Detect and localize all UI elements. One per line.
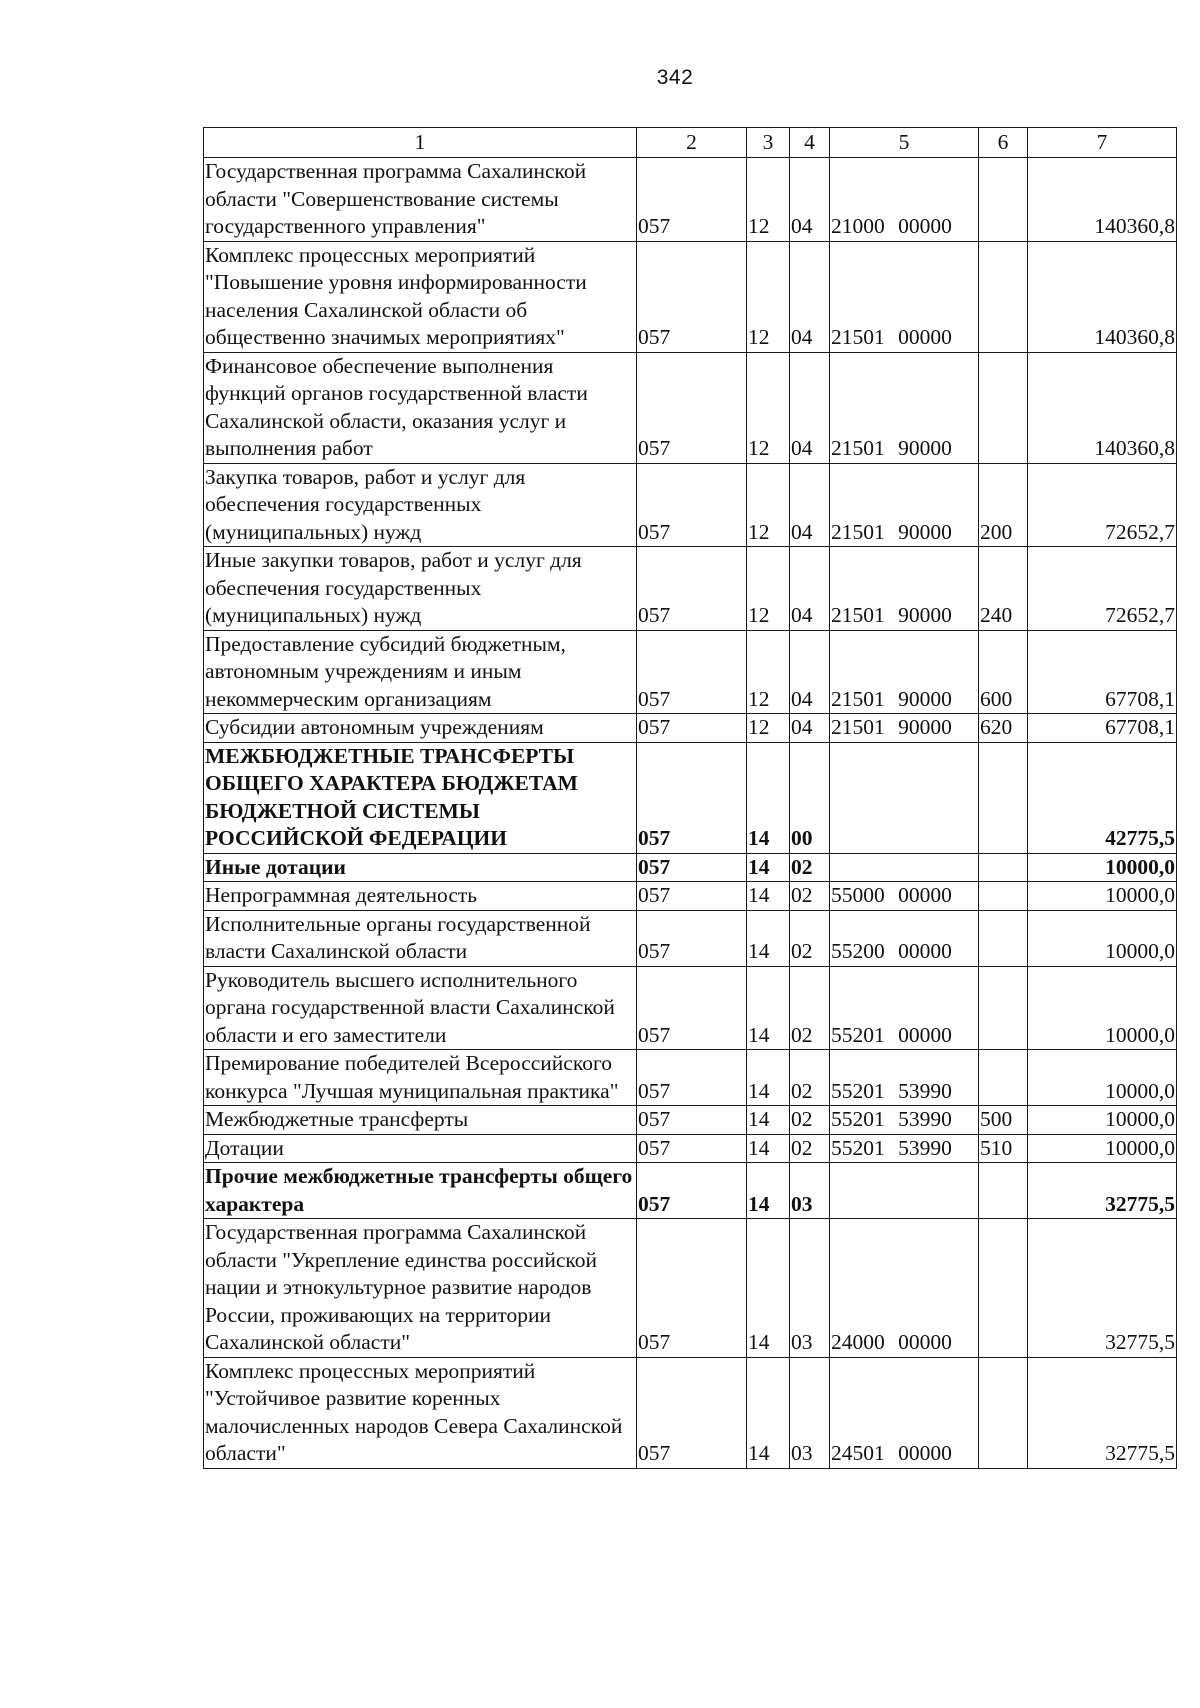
row-subsection-code: 02 [790, 1106, 830, 1135]
row-target-article: 55201 53990 [830, 1106, 979, 1135]
table-header [204, 128, 1177, 158]
row-target-article: 24000 00000 [830, 1219, 979, 1358]
row-section-code: 14 [747, 742, 790, 853]
row-section-code: 12 [747, 714, 790, 743]
row-amount: 10000,0 [1028, 910, 1177, 966]
row-amount: 10000,0 [1028, 853, 1177, 882]
row-ministry-code: 057 [637, 158, 747, 242]
row-section-code: 14 [747, 910, 790, 966]
header-col-6: 6 [979, 128, 1028, 158]
row-name: Комплекс процессных мероприятий "Устойчивое развитие коренных малочисленных народов Севера Сахалинской области" [204, 1357, 637, 1468]
row-ministry-code: 057 [637, 966, 747, 1050]
budget-table [203, 127, 1177, 1469]
table-body [204, 158, 1177, 1469]
header-col-1: 1 [204, 128, 637, 158]
row-subsection-code: 02 [790, 882, 830, 911]
row-target-article [830, 1163, 979, 1219]
row-subsection-code: 03 [790, 1219, 830, 1358]
row-expense-type: 200 [979, 463, 1028, 547]
row-expense-type [979, 158, 1028, 242]
row-ministry-code: 057 [637, 352, 747, 463]
table-row [204, 158, 1177, 242]
table-row [204, 1219, 1177, 1358]
row-amount: 140360,8 [1028, 158, 1177, 242]
row-ministry-code: 057 [637, 1163, 747, 1219]
row-subsection-code: 04 [790, 241, 830, 352]
row-section-code: 14 [747, 1357, 790, 1468]
row-ministry-code: 057 [637, 1106, 747, 1135]
row-subsection-code: 02 [790, 966, 830, 1050]
row-amount: 72652,7 [1028, 547, 1177, 631]
row-target-article: 55201 00000 [830, 966, 979, 1050]
row-section-code: 12 [747, 352, 790, 463]
table-row [204, 463, 1177, 547]
header-row [204, 128, 1177, 158]
header-col-4: 4 [790, 128, 830, 158]
row-subsection-code: 02 [790, 853, 830, 882]
row-amount: 67708,1 [1028, 630, 1177, 714]
row-target-article: 21501 90000 [830, 714, 979, 743]
row-amount: 32775,5 [1028, 1163, 1177, 1219]
row-target-article: 55200 00000 [830, 910, 979, 966]
row-expense-type [979, 1050, 1028, 1106]
table-row [204, 714, 1177, 743]
row-section-code: 14 [747, 1106, 790, 1135]
row-amount: 67708,1 [1028, 714, 1177, 743]
row-target-article: 24501 00000 [830, 1357, 979, 1468]
table-row [204, 352, 1177, 463]
row-subsection-code: 02 [790, 1134, 830, 1163]
row-amount: 10000,0 [1028, 882, 1177, 911]
header-col-7: 7 [1028, 128, 1177, 158]
row-subsection-code: 04 [790, 714, 830, 743]
row-target-article [830, 853, 979, 882]
header-col-2: 2 [637, 128, 747, 158]
row-section-code: 12 [747, 241, 790, 352]
table-row [204, 882, 1177, 911]
row-name: Иные закупки товаров, работ и услуг для обеспечения государственных (муниципальных) нужд [204, 547, 637, 631]
row-target-article [830, 742, 979, 853]
row-expense-type: 500 [979, 1106, 1028, 1135]
row-expense-type [979, 241, 1028, 352]
row-name: Закупка товаров, работ и услуг для обеспечения государственных (муниципальных) нужд [204, 463, 637, 547]
row-target-article: 55201 53990 [830, 1134, 979, 1163]
row-section-code: 14 [747, 1219, 790, 1358]
row-target-article: 55201 53990 [830, 1050, 979, 1106]
row-amount: 72652,7 [1028, 463, 1177, 547]
header-col-5: 5 [830, 128, 979, 158]
row-section-code: 14 [747, 1134, 790, 1163]
row-ministry-code: 057 [637, 1134, 747, 1163]
row-name: Прочие межбюджетные трансферты общего характера [204, 1163, 637, 1219]
row-target-article: 55000 00000 [830, 882, 979, 911]
row-amount: 10000,0 [1028, 966, 1177, 1050]
row-ministry-code: 057 [637, 1219, 747, 1358]
row-name: Премирование победителей Всероссийского конкурса "Лучшая муниципальная практика" [204, 1050, 637, 1106]
row-subsection-code: 03 [790, 1163, 830, 1219]
row-name: Государственная программа Сахалинской области "Укрепление единства российской нации и этнокультурное развитие народов России, проживающих на территории Сахалинской области" [204, 1219, 637, 1358]
row-subsection-code: 04 [790, 463, 830, 547]
row-target-article: 21501 90000 [830, 630, 979, 714]
row-amount: 10000,0 [1028, 1106, 1177, 1135]
row-ministry-code: 057 [637, 547, 747, 631]
row-ministry-code: 057 [637, 630, 747, 714]
row-name: Руководитель высшего исполнительного органа государственной власти Сахалинской области и его заместители [204, 966, 637, 1050]
row-expense-type: 240 [979, 547, 1028, 631]
row-expense-type [979, 853, 1028, 882]
row-target-article: 21501 90000 [830, 547, 979, 631]
row-name: Исполнительные органы государственной власти Сахалинской области [204, 910, 637, 966]
row-subsection-code: 00 [790, 742, 830, 853]
row-section-code: 14 [747, 853, 790, 882]
row-expense-type [979, 882, 1028, 911]
table-row [204, 853, 1177, 882]
row-name: Дотации [204, 1134, 637, 1163]
row-section-code: 14 [747, 1163, 790, 1219]
row-subsection-code: 04 [790, 158, 830, 242]
row-section-code: 14 [747, 1050, 790, 1106]
row-name: МЕЖБЮДЖЕТНЫЕ ТРАНСФЕРТЫ ОБЩЕГО ХАРАКТЕРА БЮДЖЕТАМ БЮДЖЕТНОЙ СИСТЕМЫ РОССИЙСКОЙ ФЕДЕРАЦИИ [204, 742, 637, 853]
row-subsection-code: 04 [790, 630, 830, 714]
row-expense-type [979, 1219, 1028, 1358]
row-amount: 42775,5 [1028, 742, 1177, 853]
row-target-article: 21501 90000 [830, 463, 979, 547]
table-row [204, 1357, 1177, 1468]
row-amount: 140360,8 [1028, 241, 1177, 352]
row-amount: 32775,5 [1028, 1357, 1177, 1468]
page-number: 342 [656, 66, 694, 89]
row-name: Государственная программа Сахалинской области "Совершенствование системы государственного управления" [204, 158, 637, 242]
row-ministry-code: 057 [637, 1050, 747, 1106]
table-row [204, 1050, 1177, 1106]
row-subsection-code: 02 [790, 1050, 830, 1106]
row-name: Субсидии автономным учреждениям [204, 714, 637, 743]
row-amount: 140360,8 [1028, 352, 1177, 463]
row-ministry-code: 057 [637, 853, 747, 882]
row-name: Непрограммная деятельность [204, 882, 637, 911]
row-section-code: 12 [747, 547, 790, 631]
row-name: Комплекс процессных мероприятий "Повышение уровня информированности населения Сахалинской области об общественно значимых мероприятиях" [204, 241, 637, 352]
row-amount: 32775,5 [1028, 1219, 1177, 1358]
header-col-3: 3 [747, 128, 790, 158]
row-subsection-code: 03 [790, 1357, 830, 1468]
row-section-code: 14 [747, 966, 790, 1050]
row-name: Иные дотации [204, 853, 637, 882]
row-amount: 10000,0 [1028, 1134, 1177, 1163]
row-ministry-code: 057 [637, 742, 747, 853]
row-section-code: 12 [747, 158, 790, 242]
row-expense-type: 600 [979, 630, 1028, 714]
row-expense-type: 620 [979, 714, 1028, 743]
row-expense-type [979, 910, 1028, 966]
row-target-article: 21501 00000 [830, 241, 979, 352]
row-expense-type [979, 742, 1028, 853]
row-subsection-code: 04 [790, 547, 830, 631]
table-row [204, 1106, 1177, 1135]
row-section-code: 14 [747, 882, 790, 911]
row-section-code: 12 [747, 630, 790, 714]
row-expense-type [979, 1357, 1028, 1468]
row-target-article: 21000 00000 [830, 158, 979, 242]
row-section-code: 12 [747, 463, 790, 547]
row-target-article: 21501 90000 [830, 352, 979, 463]
row-name: Предоставление субсидий бюджетным, автономным учреждениям и иным некоммерческим организациям [204, 630, 637, 714]
table-row [204, 1163, 1177, 1219]
row-expense-type: 510 [979, 1134, 1028, 1163]
table-row [204, 547, 1177, 631]
row-name: Финансовое обеспечение выполнения функций органов государственной власти Сахалинской области, оказания услуг и выполнения работ [204, 352, 637, 463]
row-name: Межбюджетные трансферты [204, 1106, 637, 1135]
row-ministry-code: 057 [637, 882, 747, 911]
row-amount: 10000,0 [1028, 1050, 1177, 1106]
row-expense-type [979, 966, 1028, 1050]
table-row [204, 742, 1177, 853]
table-row [204, 910, 1177, 966]
table-row [204, 966, 1177, 1050]
table-row [204, 241, 1177, 352]
row-ministry-code: 057 [637, 1357, 747, 1468]
row-expense-type [979, 352, 1028, 463]
row-ministry-code: 057 [637, 241, 747, 352]
table-row [204, 1134, 1177, 1163]
row-ministry-code: 057 [637, 714, 747, 743]
row-ministry-code: 057 [637, 463, 747, 547]
row-ministry-code: 057 [637, 910, 747, 966]
row-expense-type [979, 1163, 1028, 1219]
table-row [204, 630, 1177, 714]
row-subsection-code: 04 [790, 352, 830, 463]
row-subsection-code: 02 [790, 910, 830, 966]
